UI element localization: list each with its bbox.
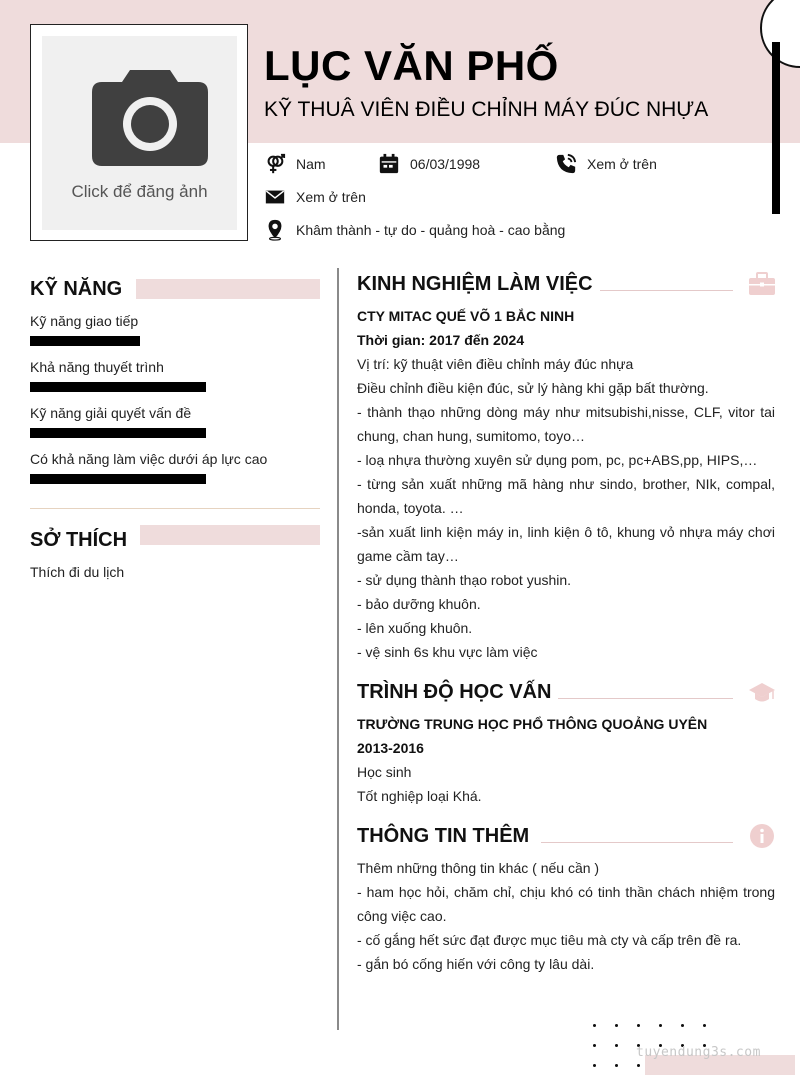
email-value: Xem ở trên (296, 189, 366, 205)
experience-line: Vị trí: kỹ thuật viên điều chỉnh máy đúc nhựa (357, 356, 634, 372)
skill-bar (30, 382, 206, 392)
column-divider (337, 268, 339, 1030)
additional-content (357, 856, 775, 976)
skill-name: Kỹ năng giải quyết vấn đề (30, 405, 192, 421)
additional-line: - ham học hỏi, chăm chỉ, chịu khó có tinh thần chách nhiệm trong công việc cao. (357, 884, 775, 924)
education-content (357, 712, 775, 808)
location-pin-icon (264, 219, 286, 241)
experience-line: Điều chỉnh điều kiện đúc, sử lý hàng khi gặp bất thường. (357, 380, 709, 396)
briefcase-icon (748, 271, 776, 297)
address-info (264, 219, 565, 241)
skill-bar-fill (30, 428, 206, 438)
left-divider (30, 508, 320, 509)
experience-line: - lên xuống khuôn. (357, 620, 473, 636)
gender-info (264, 153, 326, 175)
phone-info (555, 153, 657, 175)
photo-upload-label: Click để đăng ảnh (71, 182, 208, 201)
school-name: TRƯỜNG TRUNG HỌC PHỔ THÔNG QUOẢNG UYÊN (357, 716, 708, 732)
skill-name: Khả năng thuyết trình (30, 359, 164, 375)
education-heading: TRÌNH ĐỘ HỌC VẤN (357, 681, 552, 703)
skills-heading-bar (136, 279, 320, 299)
school-years: 2013-2016 (357, 740, 424, 756)
dob-info (378, 153, 480, 175)
employment-period: Thời gian: 2017 đến 2024 (357, 332, 525, 348)
experience-heading-line (600, 290, 733, 291)
photo-upload[interactable] (30, 24, 248, 241)
hobbies-heading-bar (140, 525, 320, 545)
education-heading-line (558, 698, 733, 699)
experience-line: -sản xuất linh kiện máy in, linh kiện ô tô, khung vỏ nhựa máy chơi game cầm tay… (357, 524, 775, 564)
skill-bar-fill (30, 382, 206, 392)
envelope-icon (264, 186, 286, 208)
skill-bar-fill (30, 474, 206, 484)
camera-icon (92, 66, 208, 166)
skill-name: Có khả năng làm việc dưới áp lực cao (30, 451, 268, 467)
experience-line: - sử dụng thành thạo robot yushin. (357, 572, 572, 588)
additional-line: Thêm những thông tin khác ( nếu cần ) (357, 860, 600, 876)
company-name: CTY MITAC QUẾ VÕ 1 BẮC NINH (357, 308, 575, 324)
experience-heading: KINH NGHIỆM LÀM VIỆC (357, 273, 593, 295)
skill-bar (30, 336, 206, 346)
experience-line: - từng sản xuất những mã hàng như sindo, brother, NIk, compal, honda, toyota. … (357, 476, 775, 516)
calendar-icon (378, 153, 400, 175)
skills-heading: KỸ NĂNG (30, 278, 123, 300)
photo-placeholder[interactable] (42, 36, 237, 230)
experience-content (357, 304, 775, 664)
additional-line: - cố gắng hết sức đạt được mục tiêu mà cty và cấp trên đề ra. (357, 932, 742, 948)
dob-value: 06/03/1998 (410, 156, 481, 172)
phone-value: Xem ở trên (587, 156, 657, 172)
skill-bar (30, 428, 206, 438)
gender-value: Nam (296, 156, 326, 172)
skill-name: Kỹ năng giao tiếp (30, 313, 139, 329)
experience-line: - loạ nhựa thường xuyên sử dụng pom, pc, pc+ABS,pp, HIPS,… (357, 452, 758, 468)
additional-heading-line (541, 842, 733, 843)
decorative-bar (772, 42, 780, 214)
watermark: tuyendung3s.com (636, 1045, 761, 1060)
address-value: Khâm thành - tự do - quảng hoà - cao bằng (296, 222, 566, 238)
experience-line: - bảo dưỡng khuôn. (357, 596, 481, 612)
skill-bar-fill (30, 336, 140, 346)
candidate-name: LỤC VĂN PHỐ (264, 42, 559, 89)
graduation-cap-icon (748, 680, 776, 706)
experience-line: - thành thạo những dòng máy như mitsubishi,nisse, CLF, vitor tai chung, chan hung, sumitomo, toyo… (357, 404, 775, 444)
gender-icon (264, 153, 286, 175)
hobby-text: Thích đi du lịch (30, 564, 125, 580)
email-info (264, 186, 366, 208)
education-line: Tốt nghiệp loại Khá. (357, 788, 482, 804)
job-title: KỸ THUÂ VIÊN ĐIỀU CHỈNH MÁY ĐÚC NHỰA (264, 98, 709, 121)
info-icon (748, 823, 776, 849)
phone-icon (555, 153, 577, 175)
additional-heading: THÔNG TIN THÊM (357, 825, 530, 847)
skill-bar (30, 474, 206, 484)
additional-line: - gắn bó cống hiến với công ty lâu dài. (357, 956, 595, 972)
education-line: Học sinh (357, 764, 412, 780)
hobbies-heading: SỞ THÍCH (30, 529, 128, 551)
experience-line: - vệ sinh 6s khu vực làm việc (357, 644, 538, 660)
